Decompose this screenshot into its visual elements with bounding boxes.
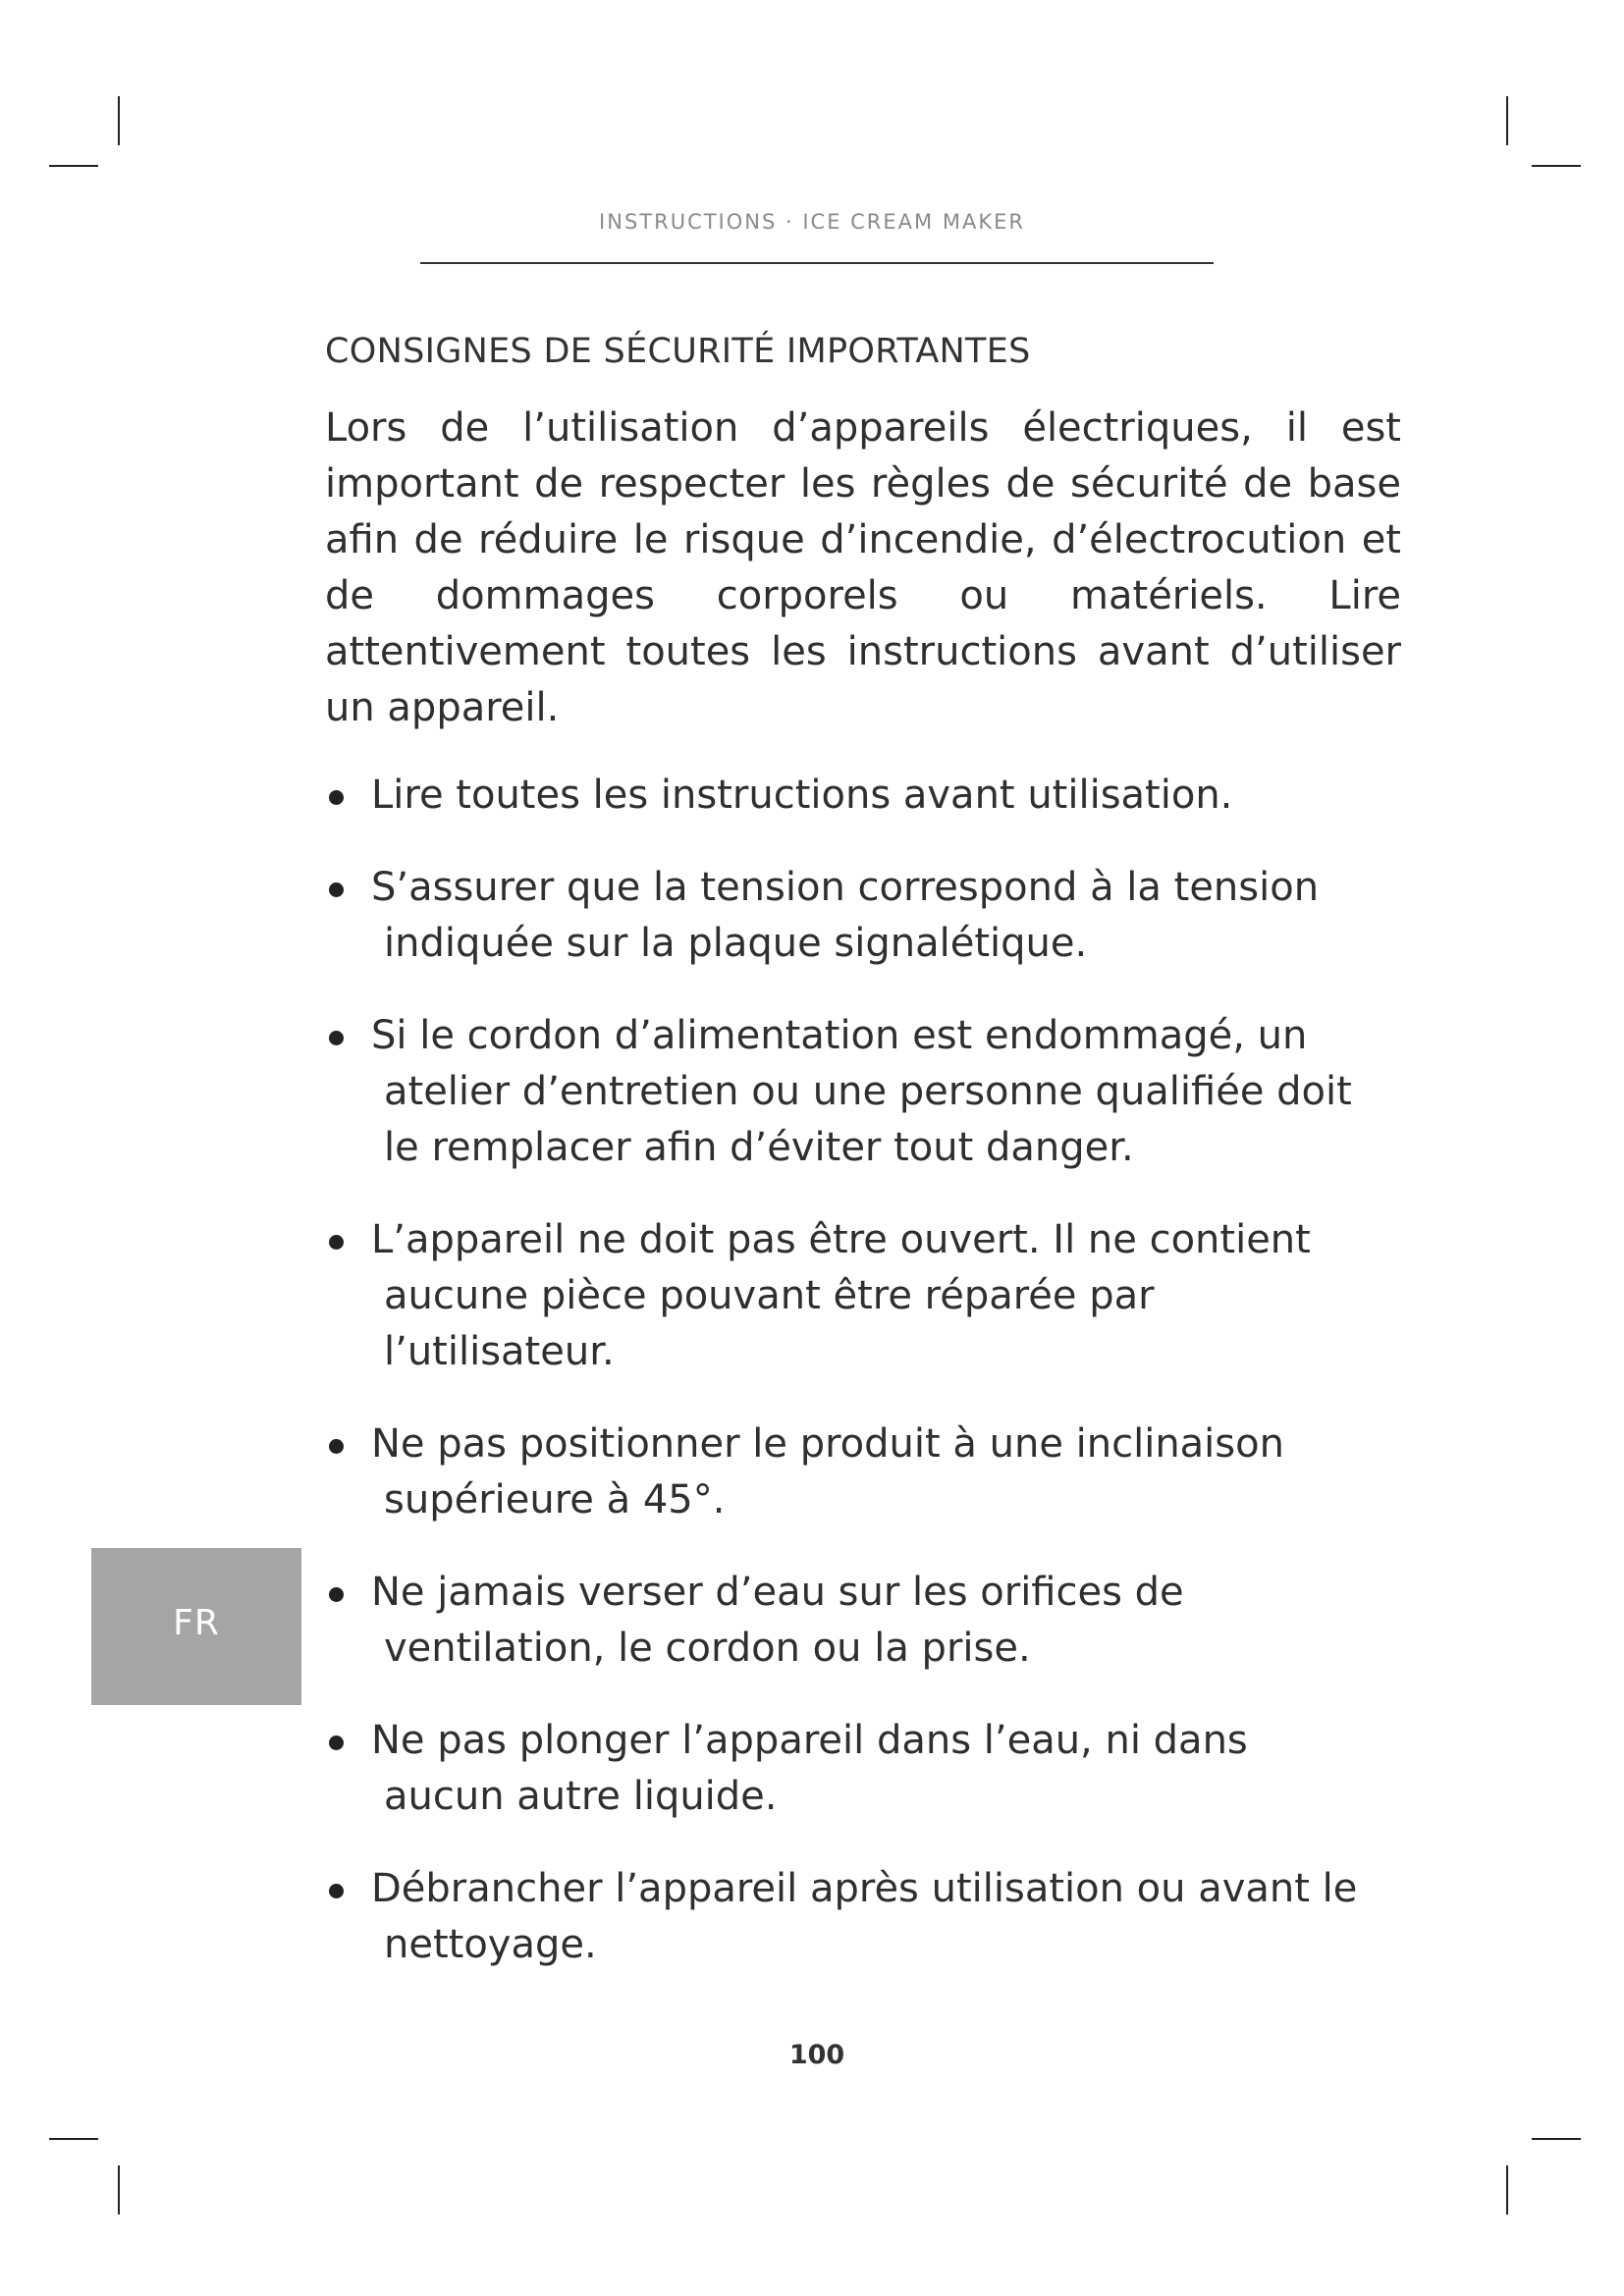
crop-mark-top-right-horizontal: [1532, 165, 1581, 167]
list-item-first-line: Lire toutes les instructions avant utilisation.: [371, 773, 1233, 818]
running-header: INSTRUCTIONS · ICE CREAM MAKER: [599, 210, 1025, 234]
crop-mark-bottom-left-vertical: [118, 2165, 120, 2215]
bullet-dot-icon: [329, 790, 344, 805]
list-item-continuation: supérieure à 45°.: [384, 1477, 726, 1522]
list-item-continuation: atelier d’entretien ou une personne qualifiée doit le remplacer afin d’éviter tout danger.: [384, 1069, 1352, 1170]
safety-bullet-list: [325, 768, 1405, 1973]
crop-mark-top-left-vertical: [118, 96, 120, 145]
language-tab-label: FR: [173, 1603, 220, 1643]
list-item: [325, 1861, 1405, 1973]
crop-mark-top-left-horizontal: [49, 165, 98, 167]
intro-paragraph: Lors de l’utilisation d’appareils électriques, il est important de respecter les règles de sécurité de base afin de réduire le risque d’incendie, d’électrocution et de dommages corporels ou matériels. Lire attentivement toutes les instructions avant d’utiliser un appareil.: [325, 405, 1401, 730]
crop-mark-bottom-right-horizontal: [1532, 2138, 1581, 2140]
page-number: 100: [788, 2040, 845, 2070]
list-item: [325, 1008, 1405, 1176]
list-item-first-line: S’assurer que la tension correspond à la tension: [371, 865, 1320, 910]
list-item-first-line: L’appareil ne doit pas être ouvert. Il ne contient: [371, 1217, 1311, 1262]
list-item-first-line: Si le cordon d’alimentation est endommagé, un: [371, 1013, 1308, 1058]
list-item: [325, 1713, 1405, 1825]
list-item-continuation: aucun autre liquide.: [384, 1774, 778, 1819]
list-item-continuation: aucune pièce pouvant être réparée par l’utilisateur.: [384, 1273, 1155, 1374]
list-item-first-line: Ne pas positionner le produit à une inclinaison: [371, 1421, 1284, 1467]
bullet-dot-icon: [329, 1735, 344, 1750]
bullet-dot-icon: [329, 1031, 344, 1045]
bullet-dot-icon: [329, 1235, 344, 1250]
crop-mark-bottom-right-vertical: [1506, 2165, 1508, 2215]
list-item-continuation: indiquée sur la plaque signalétique.: [384, 921, 1088, 966]
list-item: [325, 860, 1405, 972]
list-item-continuation: ventilation, le cordon ou la prise.: [384, 1626, 1031, 1671]
bullet-dot-icon: [329, 1587, 344, 1602]
language-tab: [91, 1548, 301, 1705]
list-item: [325, 768, 1405, 824]
crop-mark-bottom-left-horizontal: [49, 2138, 98, 2140]
header-rule: [420, 262, 1214, 264]
list-item-first-line: Ne pas plonger l’appareil dans l’eau, ni dans: [371, 1718, 1248, 1763]
section-title: CONSIGNES DE SÉCURITÉ IMPORTANTES: [325, 332, 1031, 371]
bullet-dot-icon: [329, 1884, 344, 1898]
bullet-dot-icon: [329, 882, 344, 897]
list-item: [325, 1565, 1405, 1677]
list-item-first-line: Débrancher l’appareil après utilisation ou avant le: [371, 1866, 1358, 1911]
crop-mark-top-right-vertical: [1506, 96, 1508, 145]
list-item: [325, 1212, 1405, 1380]
list-item-continuation: nettoyage.: [384, 1922, 597, 1967]
bullet-dot-icon: [329, 1439, 344, 1454]
list-item-first-line: Ne jamais verser d’eau sur les orifices de: [371, 1570, 1184, 1615]
list-item: [325, 1416, 1405, 1528]
